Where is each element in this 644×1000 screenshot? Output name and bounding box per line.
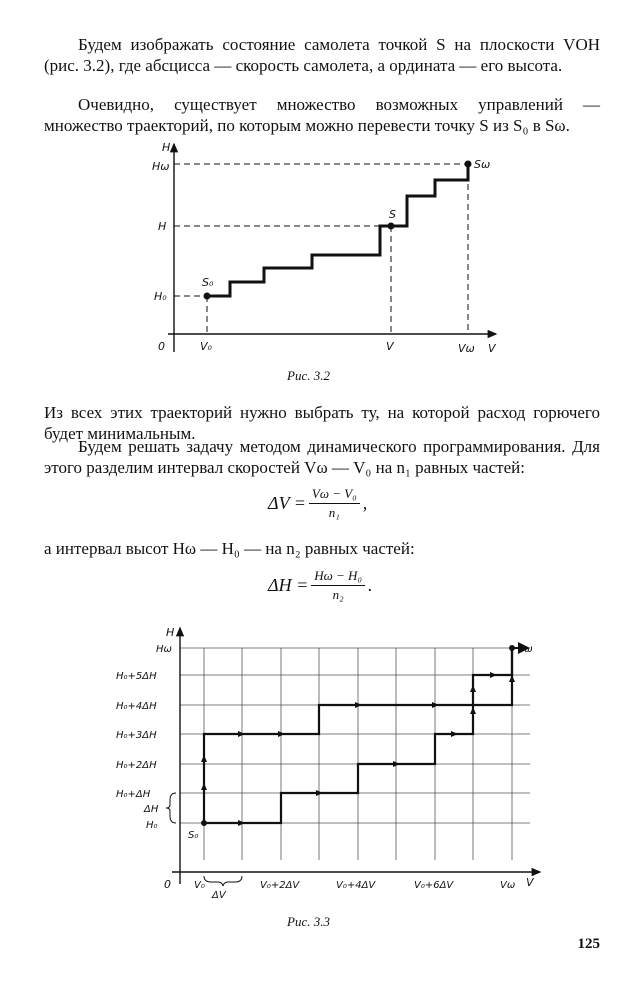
fig32-label-v0: V₀ (200, 340, 212, 353)
paragraph-1: Будем изображать состояние самолета точкой S на плоскости VOH (рис. 3.2), где абсцисса — скорость самолета, а ордината — его высота. (44, 35, 600, 75)
fig32-label-h0: H₀ (154, 290, 167, 303)
fig33-xlabel-v0-2dv: V₀+2ΔV (260, 880, 300, 891)
page-number: 125 (577, 936, 600, 952)
fig33-ylabel-dh: ΔH (144, 804, 159, 815)
fig32-axis-v-label: V (488, 342, 496, 355)
fig32-point-s (388, 223, 395, 230)
fig33-ylabel-h0: H₀ (146, 820, 158, 831)
fig32-axis-h-label: H (162, 141, 171, 154)
fig33-label-dv: ΔV (212, 890, 226, 901)
paragraph-4: Будем решать задачу методом динамического программирования. Для этого разделим интервал скоростей Vω — V₀ на n₁ равных частей: (44, 437, 600, 477)
fig32-label-s: S (389, 208, 396, 221)
paragraph-5: а интервал высот Hω — H₀ — на n₂ равных частей: (44, 539, 415, 558)
fig33-xlabel-v0-4dv: V₀+4ΔV (336, 880, 376, 891)
formula2-denominator: n₂ (332, 587, 344, 602)
formula1-numerator: Vω − V₀ (309, 486, 360, 504)
fig33-label-s0: S₀ (188, 830, 199, 841)
figure-3-2 (140, 138, 510, 368)
fig32-label-h: H (158, 220, 167, 233)
formula1-denominator: n₁ (328, 505, 340, 520)
formula2-fraction (311, 568, 365, 603)
fig33-brace-dh (166, 793, 176, 823)
fig32-point-s0 (204, 293, 211, 300)
fig33-brace-dv (204, 876, 242, 886)
formula1-tail: , (362, 493, 368, 513)
formula2-tail: . (367, 575, 373, 595)
fig33-axis-h-label: H (166, 626, 175, 639)
formula1-lhs: ΔV = (268, 493, 306, 513)
fig33-ylabel-h0-2dh: H₀+2ΔH (116, 760, 157, 771)
fig32-label-s0: S₀ (202, 276, 214, 289)
fig33-ylabel-h0-3dh: H₀+3ΔH (116, 730, 157, 741)
fig33-point-somega (509, 645, 515, 651)
fig33-origin: 0 (164, 878, 171, 891)
fig33-xlabel-v0-6dv: V₀+6ΔV (414, 880, 454, 891)
fig32-caption: Рис. 3.2 (287, 368, 330, 383)
fig33-point-s0 (201, 820, 207, 826)
formula1-fraction (309, 486, 360, 521)
fig33-ylabel-h0-dh: H₀+ΔH (116, 789, 151, 800)
fig33-ylabel-h0-4dh: H₀+4ΔH (116, 701, 157, 712)
fig33-grid (180, 648, 530, 860)
fig33-ylabel-homega: Hω (156, 644, 172, 655)
paragraph-3: Из всех этих траекторий нужно выбрать ту, на которой расход горючего будет минимальным. (44, 403, 600, 443)
fig32-label-v: V (386, 340, 394, 353)
fig32-label-somega: Sω (474, 158, 491, 171)
formula-delta-v (268, 486, 367, 521)
figure-3-3 (100, 622, 560, 902)
formula2-lhs: ΔH = (268, 575, 309, 595)
fig33-axis-v-label: V (526, 876, 534, 889)
fig32-trajectory (207, 164, 468, 296)
fig33-xlabel-vomega: Vω (500, 880, 516, 891)
fig33-ylabel-h0-5dh: H₀+5ΔH (116, 671, 157, 682)
fig32-origin: 0 (158, 340, 165, 353)
fig33-xlabel-v0: V₀ (194, 880, 205, 891)
formula-delta-h (268, 568, 372, 603)
paragraph-2: Очевидно, существует множество возможных управлений — множество траекторий, по которым можно перевести точку S из S₀ в Sω. (44, 95, 600, 135)
fig32-point-somega (465, 161, 472, 168)
fig32-label-homega: Hω (152, 160, 170, 173)
formula2-numerator: Hω − H₀ (311, 568, 365, 586)
fig32-label-vomega: Vω (458, 342, 475, 355)
fig33-caption: Рис. 3.3 (287, 914, 330, 929)
fig33-label-somega: Sω (518, 644, 533, 655)
